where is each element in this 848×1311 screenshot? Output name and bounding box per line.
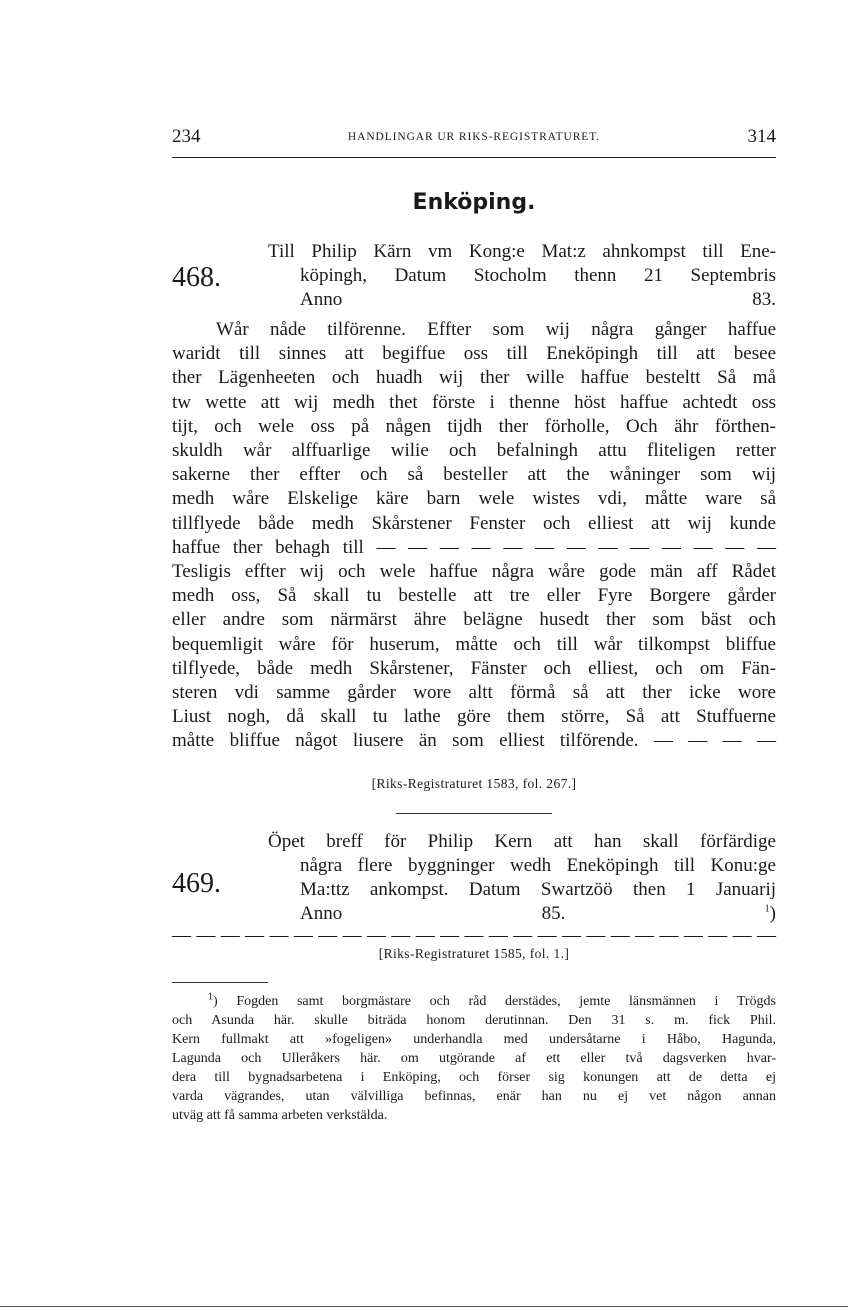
caption-line: Anno 83. (300, 289, 776, 310)
caption-last-text: Anno 85. (300, 903, 566, 924)
body-line: Wår nåde tilförenne. Effter som wij några gånger haffue (216, 319, 776, 340)
footnote (172, 992, 776, 1125)
body-line: bequemligit wåre för huserum, måtte och till wår tilkompst bliffue (172, 633, 776, 655)
caption-line: Öpet breff för Philip Kern att han skall förfärdige (268, 831, 776, 852)
scan-edge-rule (0, 1306, 848, 1307)
footnote-line: varda vägrandes, utan välvilliga befinnas, enär han nu ej vet någon annan (172, 1089, 776, 1104)
dash-line: — — — — — — — — — — — — — — — — — — — — — — — — — (172, 925, 776, 946)
body-line: medh oss, Så skall tu bestelle att tre eller Fyre Borgere gårder (172, 585, 776, 607)
body-line: sakerne ther effter och så besteller att the wåninger som wij (172, 464, 776, 486)
entry-468-body (172, 318, 776, 754)
page-number: 234 (172, 126, 201, 147)
body-line: Tesligis effter wij och wele haffue några wåre gode män aff Rådet (172, 561, 776, 583)
footnote-marker: 1 (208, 991, 213, 1003)
footnote-line: Lagunda och Ulleråkers här. om utgörande af ett eller två dagsverken hvar- (172, 1051, 776, 1066)
caption-line: Till Philip Kärn vm Kong:e Mat:z ahnkompst till Ene- (268, 241, 776, 262)
header-rule (172, 157, 776, 158)
body-line: medh wåre Elskelige käre barn wele wistes vdi, måtte ware så (172, 488, 776, 510)
body-line: steren vdi samme gårder wore altt förmå så att ther icke wore (172, 682, 776, 704)
source-citation-468: [Riks-Registraturet 1583, fol. 267.] (371, 776, 577, 791)
body-line: eller andre som närmärst ähre belägne husedt ther som bäst och (172, 609, 776, 631)
body-line: waridt till sinnes att begiffue oss till Eneköpingh till att besee (172, 343, 776, 365)
separator-rule (396, 813, 552, 814)
body-line: haffue ther behagh till — — — — — — — — — — — — — (172, 536, 776, 558)
footnote-line: utväg att få samma arbeten verkstälda. (172, 1108, 388, 1123)
footnote-rule (172, 982, 268, 983)
section-title: Enköping. (412, 190, 536, 215)
body-line: måtte bliffue något liusere än som elliest tilförende. — — — — (172, 730, 776, 752)
body-line: tillflyede både medh Skårstener Fenster och elliest att wij kunde (172, 512, 776, 534)
entry-number-469: 469. (172, 868, 221, 899)
body-line: tilflyede, både medh Skårstener, Fänster och elliest, och om Fän- (172, 657, 776, 679)
caption-line: några flere byggninger wedh Eneköpingh till Konu:ge (300, 855, 776, 876)
footnote-line: Kern fullmakt att »fogeligen» underhandla med undersåtarne i Håbo, Hagunda, (172, 1032, 776, 1047)
document-number: 314 (747, 126, 776, 147)
body-line: ther Lägenheeten och huadh wij ther wille haffue besteltt Så må (172, 367, 776, 389)
caption-line: Ma:ttz ankompst. Datum Swartzöö then 1 Januarij (300, 879, 776, 900)
footnote-line: dera till bygnadsarbetena i Enköping, och förser sig konungen att de detta ej (172, 1070, 776, 1085)
caption-line: köpingh, Datum Stocholm thenn 21 Septembris (300, 265, 776, 286)
body-line: Liust nogh, då skall tu lathe göre them större, Så att Stuffuerne (172, 706, 776, 728)
footnote-line: och Asunda här. skulle biträda honom derutinnan. Den 31 s. m. fick Phil. (172, 1013, 776, 1028)
body-line: skuldh wår alffuarlige wilie och befalningh attu fliteligen retter (172, 440, 776, 462)
footnote-line: $^1$) Fogden samt borgmästare och råd derstädes, jemte länsmännen i Trögds (208, 991, 776, 1009)
body-line: tw wette att wij medh thet förste i thenne höst haffue achtedt oss (172, 391, 776, 413)
running-title: HANDLINGAR UR RIKS-REGISTRATURET. (347, 131, 601, 143)
source-citation-469: [Riks-Registraturet 1585, fol. 1.] (378, 946, 570, 961)
footnote-text: Fogden samt borgmästare och råd derstädes, jemte länsmännen i Trögds (236, 994, 776, 1009)
entry-469-caption (268, 830, 776, 926)
page-header (172, 126, 776, 152)
body-line: tijt, och wele oss på någen tijdh ther förholle, Och ähr förthen- (172, 415, 776, 437)
footnote-ref: 1 (764, 903, 770, 915)
entry-number-468: 468. (172, 262, 221, 293)
entry-468-caption (268, 240, 776, 312)
caption-line: Anno 85. $^1$) (300, 903, 776, 924)
